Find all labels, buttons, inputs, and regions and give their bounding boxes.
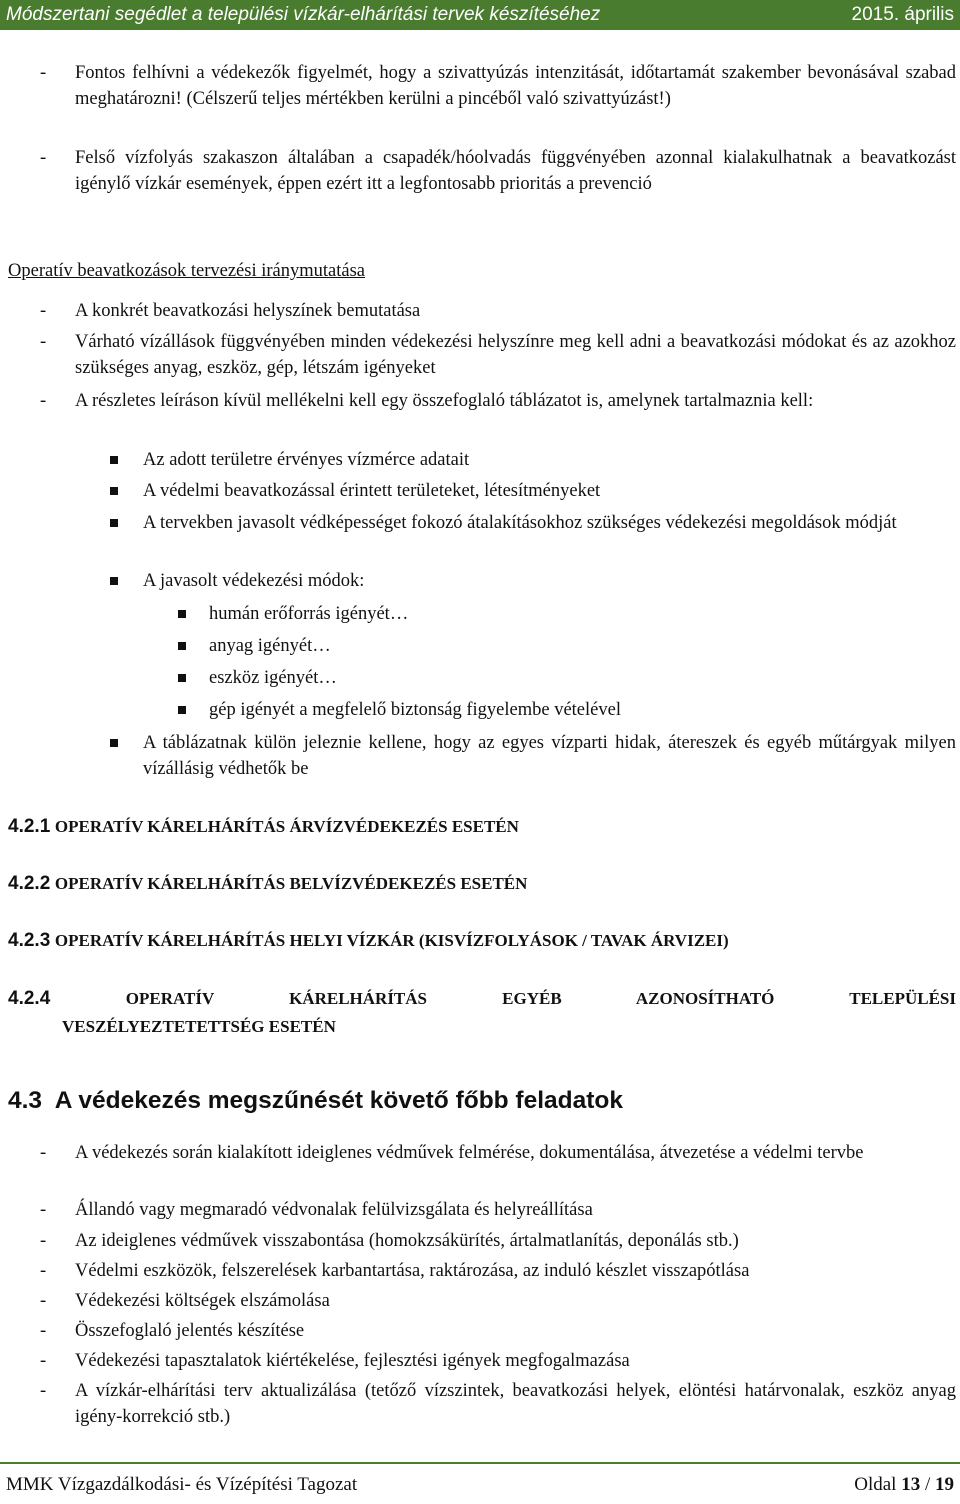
list-item-text: A konkrét beavatkozási helyszínek bemutatása — [75, 301, 421, 321]
dash-marker: - — [40, 1351, 47, 1371]
list-item-text: A védelmi beavatkozással érintett területeket, létesítményeket — [143, 481, 601, 501]
section-number: 4.2.2 — [8, 873, 51, 894]
list-item-text: A védekezés során kialakított ideiglenes védművek felmérése, dokumentálása, átvezetése a védelmi tervbe — [75, 1143, 864, 1163]
dash-marker: - — [40, 1200, 47, 1220]
square-bullet-icon — [178, 674, 186, 682]
section-number: 4.3 — [8, 1087, 43, 1114]
section-number: 4.2.1 — [8, 816, 51, 837]
dash-marker: - — [40, 301, 47, 321]
list-item-text: Védekezési tapasztalatok kiértékelése, fejlesztési igények megfogalmazása — [75, 1351, 630, 1371]
page-label: Oldal — [854, 1474, 897, 1495]
section-number: 4.2.3 — [8, 930, 51, 951]
section-heading-4-3 — [8, 1086, 623, 1116]
footer-organization: MMK Vízgazdálkodási- és Vízépítési Tagozat — [6, 1474, 358, 1495]
square-bullet-icon — [110, 519, 118, 527]
section-heading — [8, 985, 956, 1013]
page-current: 13 — [901, 1474, 921, 1495]
section-title: OPERATÍV KÁRELHÁRÍTÁS ÁRVÍZVÉDEKEZÉS ESETÉN — [54, 817, 519, 836]
page-total: 19 — [935, 1474, 954, 1495]
list-item-text: Védekezési költségek elszámolása — [75, 1291, 330, 1311]
page-number — [854, 1474, 954, 1496]
dash-marker: - — [40, 63, 47, 83]
list-item-text: A tervekben javasolt védképességet fokozó átalakításokhoz szükséges védekezési megoldások módját — [143, 513, 897, 533]
list-item-text: Védelmi eszközök, felszerelések karbantartása, raktározása, az induló készlet visszapótlása — [75, 1261, 750, 1281]
list-item-text: Felső vízfolyás szakaszon általában a csapadék/hóolvadás függvényében azonnal kialakulhatnak a beavatkozást igénylő vízkár események, éppen ezért itt a legfontosabb prioritás a prevenció — [75, 148, 956, 194]
header-title: Módszertani segédlet a települési vízkár-elhárítási tervek készítéséhez — [6, 4, 601, 25]
operative-heading: Operatív beavatkozások tervezési iránymutatása — [8, 261, 365, 281]
section-heading — [8, 870, 956, 898]
list-item-text: anyag igényét… — [209, 636, 331, 656]
section-title: OPERATÍV KÁRELHÁRÍTÁS HELYI VÍZKÁR (KISVÍZFOLYÁSOK / TAVAK ÁRVIZEI) — [54, 931, 729, 950]
square-bullet-icon — [178, 706, 186, 714]
list-item-text: Összefoglaló jelentés készítése — [75, 1321, 305, 1341]
page-header — [0, 0, 960, 30]
section-heading-continued — [62, 1013, 942, 1041]
dash-marker: - — [40, 332, 47, 352]
list-item-text: A javasolt védekezési módok: — [143, 571, 365, 591]
dash-marker: - — [40, 1143, 47, 1163]
section-title: VESZÉLYEZTETETTSÉG ESETÉN — [62, 1017, 336, 1036]
section-title: A védekezés megszűnését követő főbb feladatok — [54, 1087, 623, 1114]
square-bullet-icon — [110, 577, 118, 585]
dash-marker: - — [40, 1261, 47, 1281]
dash-marker: - — [40, 1321, 47, 1341]
list-item-text: Fontos felhívni a védekezők figyelmét, hogy a szivattyúzás intenzitását, időtartamát szakember bevonásával szabad meghatározni! (Célszerű teljes mértékben kerülni a pincéből való szivattyúzást!) — [75, 63, 956, 109]
dash-marker: - — [40, 1231, 47, 1251]
list-item-text-main: A részletes leíráson kívül mellékelni kell egy összefoglaló táblázatot is, amelynek tartalmaznia kell: — [75, 391, 814, 411]
list-item-text: Az adott területre érvényes vízmérce adatait — [143, 450, 470, 470]
list-item-text: eszköz igényét… — [209, 668, 337, 688]
list-item-text: gép igényét a megfelelő biztonság figyelembe vételével — [209, 700, 621, 720]
dash-marker: - — [40, 1381, 47, 1401]
list-item-text: humán erőforrás igényét… — [209, 604, 409, 624]
dash-marker: - — [40, 148, 47, 168]
square-bullet-icon — [178, 610, 186, 618]
square-bullet-icon — [110, 487, 118, 495]
dash-marker: - — [40, 1291, 47, 1311]
section-heading — [8, 813, 956, 841]
list-item-text: A táblázatnak külön jeleznie kellene, hogy az egyes vízparti hidak, átereszek és egyéb műtárgyak milyen vízállásig védhetők be — [143, 733, 956, 779]
square-bullet-icon — [110, 739, 118, 747]
list-item-text — [75, 388, 956, 414]
section-heading — [8, 927, 956, 955]
list-item-text: Az ideiglenes védművek visszabontása (homokzsákürítés, ártalmatlanítás, deponálás stb.) — [75, 1231, 739, 1251]
square-bullet-icon — [110, 456, 118, 464]
section-title: OPERATÍV KÁRELHÁRÍTÁS BELVÍZVÉDEKEZÉS ESETÉN — [54, 874, 528, 893]
section-title: OPERATÍV KÁRELHÁRÍTÁS EGYÉB AZONOSÍTHATÓ TELEPÜLÉSI — [125, 989, 956, 1008]
header-date: 2015. április — [851, 4, 954, 25]
dash-marker: - — [40, 391, 47, 411]
list-item-text: Állandó vagy megmaradó védvonalak felülvizsgálata és helyreállítása — [75, 1200, 593, 1220]
page-separator: / — [924, 1474, 931, 1495]
page-footer — [0, 1462, 960, 1504]
list-item-text: A vízkár-elhárítási terv aktualizálása (tetőző vízszintek, beavatkozási helyek, elöntési határvonalak, eszköz anyag igény-korrekció stb.) — [75, 1381, 956, 1427]
list-item-text: Várható vízállások függvényében minden védekezési helyszínre meg kell adni a beavatkozási módokat és az azokhoz szükséges anyag, eszköz, gép, létszám igényeket — [75, 332, 956, 378]
section-number: 4.2.4 — [8, 988, 51, 1009]
square-bullet-icon — [178, 642, 186, 650]
